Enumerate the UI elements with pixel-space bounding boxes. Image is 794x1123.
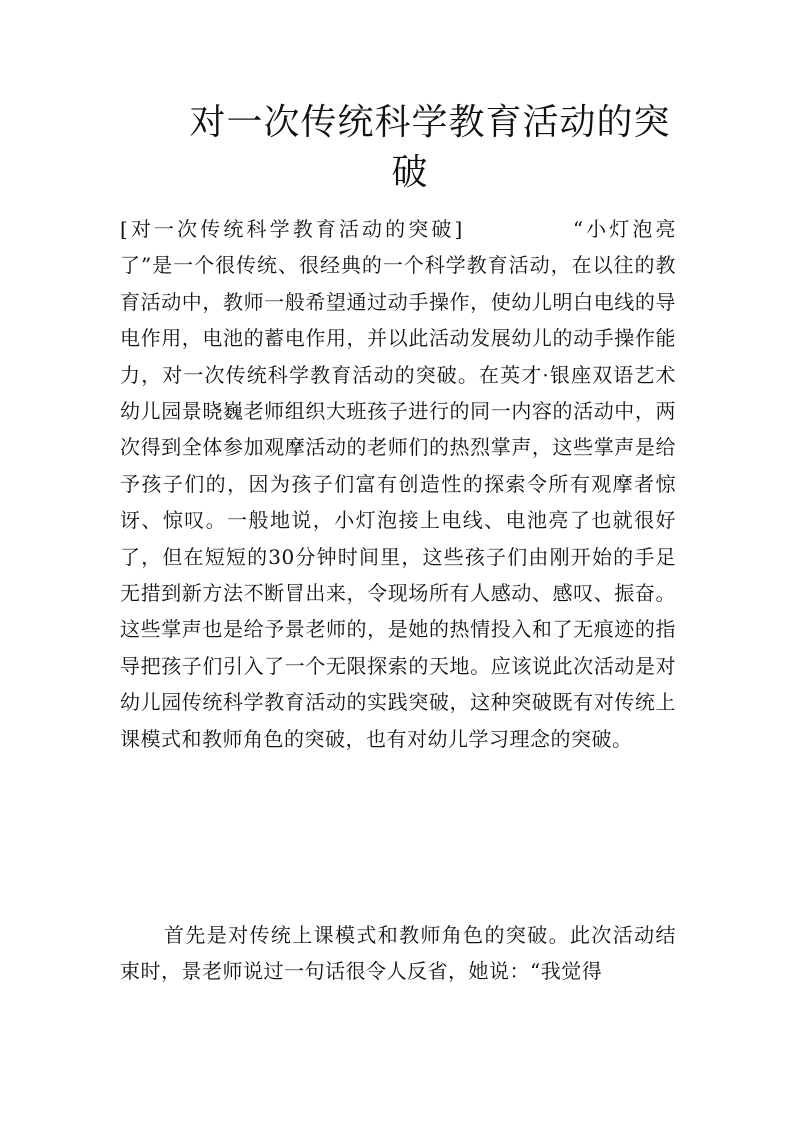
paragraph-2: 首先是对传统上课模式和教师角色的突破。此次活动结束时，景老师说过一句话很令人反省，她说：“我觉得	[120, 923, 676, 984]
title-line-2: 破	[391, 152, 429, 193]
paragraph-1-body: “小灯泡亮了”是一个很传统、很经典的一个科学教育活动，在以往的教育活动中，教师一般希望通过动手操作，使幼儿明白电线的导电作用，电池的蓄电作用，并以此活动发展幼儿的动手操作能力，对一次传统科学教育活动的突破。在英才·银座双语艺术幼儿园景晓巍老师组织大班孩子进行的同一内容的活动中，两次得到全体参加观摩活动的老师们的热烈掌声，这些掌声是给予孩子们的，因为孩子们富有创造性的探索令所有观摩者惊讶、惊叹。一般地说，小灯泡接上电线、电池亮了也就很好了，但在短短的30分钟时间里，这些孩子们由刚开始的手足无措到新方法不断冒出来，令现场所有人感动、感叹、振奋。这些掌声也是给予景老师的，是她的热情投入和了无痕迹的指导把孩子们引入了一个无限探索的天地。应该说此次活动是对幼儿园传统科学教育活动的实践突破，这种突破既有对传统上课模式和教师角色的突破，也有对幼儿学习理念的突破。	[120, 217, 676, 751]
document-title	[120, 98, 700, 198]
paragraph-1-lead: [对一次传统科学教育活动的突破]	[120, 217, 463, 241]
title-line-1: 对一次传统科学教育活动的突	[189, 102, 671, 143]
paragraph-1	[120, 211, 676, 757]
